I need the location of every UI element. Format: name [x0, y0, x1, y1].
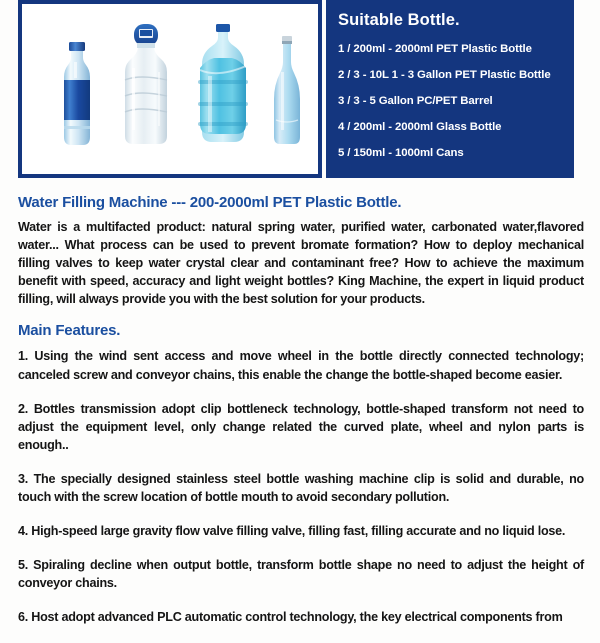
intro-heading: Water Filling Machine --- 200-2000ml PET Plastic Bottle. — [18, 194, 402, 211]
feature-item-5: 5. Spiraling decline when output bottle, transform bottle shape no need to adjust the height of conveyor chains. — [18, 558, 584, 591]
article-content — [18, 194, 584, 643]
five-gallon-barrel-icon — [192, 24, 254, 146]
suitable-bottle-item-3: 3 / 3 - 5 Gallon PC/PET Barrel — [338, 95, 493, 107]
suitable-bottle-item-2: 2 / 3 - 10L 1 - 3 Gallon PET Plastic Bottle — [338, 69, 551, 81]
feature-item-4: 4. High-speed large gravity flow valve filling valve, filling fast, filling accurate and no liquid lose. — [18, 524, 566, 539]
feature-item-2: 2. Bottles transmission adopt clip bottleneck technology, bottle-shaped transform not need to adjust the equipment level, only change related the curved plate, wheel and nylon parts is enough.. — [18, 401, 584, 452]
large-pet-bottle-with-handle-icon — [118, 24, 174, 146]
product-header-section — [0, 0, 600, 180]
suitable-bottle-title: Suitable Bottle. — [338, 11, 460, 29]
bottle-lineup — [22, 4, 318, 174]
suitable-bottle-panel — [326, 0, 574, 178]
suitable-bottle-item-4: 4 / 200ml - 2000ml Glass Bottle — [338, 121, 502, 133]
feature-item-3: 3. The specially designed stainless steel bottle washing machine clip is solid and durable, no touch with the screw location of bottle mouth to avoid secondary pollution. — [18, 471, 584, 505]
glass-bottle-icon — [270, 36, 304, 146]
suitable-bottle-item-5: 5 / 150ml - 1000ml Cans — [338, 147, 464, 159]
feature-item-1: 1. Using the wind sent access and move wheel in the bottle directly connected technology; canceled screw and conveyor chains, this enable the change the bottle-shaped become easier. — [18, 349, 584, 382]
pet-plastic-bottle-icon — [56, 42, 98, 146]
feature-item-6: 6. Host adopt advanced PLC automatic control technology, the key electrical components from — [18, 610, 563, 625]
main-features-heading: Main Features. — [18, 322, 121, 340]
product-image-panel — [18, 0, 322, 178]
suitable-bottle-item-1: 1 / 200ml - 2000ml PET Plastic Bottle — [338, 43, 532, 55]
intro-paragraph: Water is a multifacted product: natural spring water, purified water, carbonated water,flavored water... What process can be used to prevent bromate formation? How to deploy mechanical filling valves to keep water crystal clear and contaminant free? How to achieve the maximum benefit with speed, accuracy and light weight bottles? King Machine, the expert in liquid product filling, will always provide you with the best solution for your products. — [18, 220, 584, 307]
